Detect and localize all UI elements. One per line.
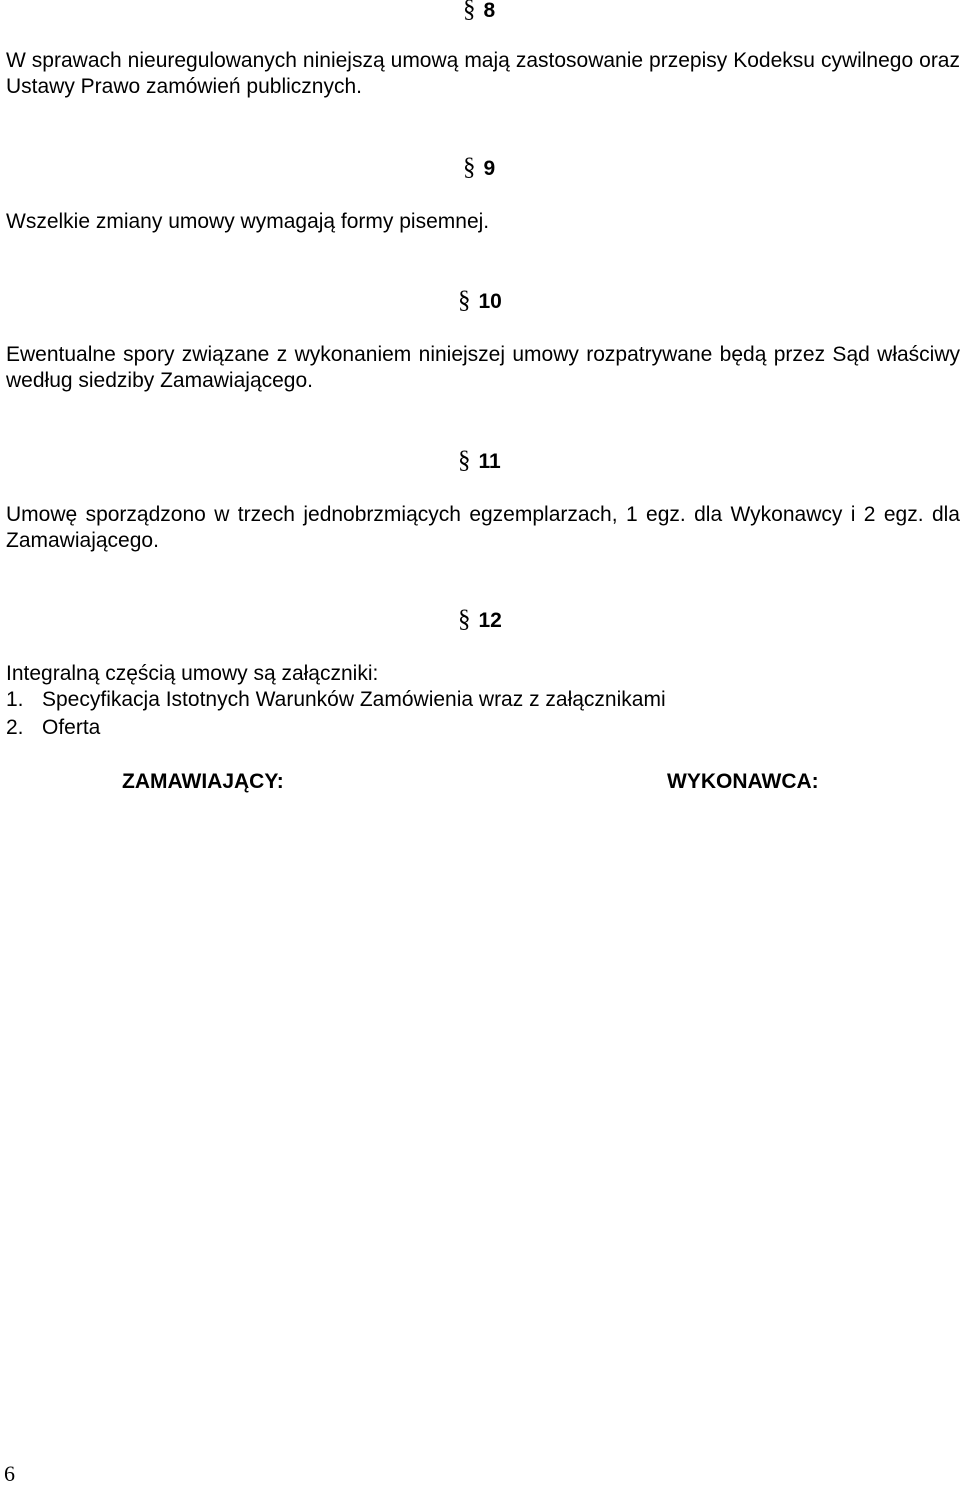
section-symbol: § [463, 0, 476, 23]
section-12-heading [458, 608, 502, 633]
section-number: 11 [478, 450, 501, 473]
section-number: 12 [478, 609, 502, 632]
attachment-item [6, 687, 666, 713]
section-11-text: Umowę sporządzono w trzech jednobrzmiących egzemplarzach, 1 egz. dla Wykonawcy i 2 egz. dla Zamawiającego. [6, 503, 960, 552]
section-11-heading [458, 449, 501, 474]
section-10-text: Ewentualne spory związane z wykonaniem niniejszej umowy rozpatrywane będą przez Sąd właściwy według siedziby Zamawiającego. [6, 343, 960, 392]
attachments-intro: Integralną częścią umowy są załączniki: [6, 662, 379, 685]
section-8-text: W sprawach nieuregulowanych niniejszą umową mają zastosowanie przepisy Kodeksu cywilnego oraz Ustawy Prawo zamówień publicznych. [6, 49, 960, 98]
section-number: 9 [483, 157, 496, 180]
section-symbol: § [463, 154, 476, 181]
page-number: 6 [4, 1461, 15, 1486]
section-9-text: Wszelkie zmiany umowy wymagają formy pisemnej. [6, 210, 490, 233]
list-text: Oferta [42, 716, 101, 739]
section-8-heading [463, 0, 495, 23]
section-number: 8 [483, 0, 496, 22]
section-symbol: § [458, 287, 471, 314]
section-10-heading [458, 289, 502, 314]
signature-wykonawca: WYKONAWCA: [667, 770, 819, 793]
section-9-heading [463, 156, 495, 181]
list-number: 1. [6, 688, 24, 711]
section-symbol: § [458, 606, 471, 633]
signature-zamawiajacy: ZAMAWIAJĄCY: [122, 770, 284, 793]
attachment-item [6, 715, 100, 741]
list-text: Specyfikacja Istotnych Warunków Zamówienia wraz z załącznikami [42, 688, 666, 711]
list-number: 2. [6, 716, 24, 739]
section-number: 10 [478, 290, 502, 313]
section-symbol: § [458, 447, 471, 474]
